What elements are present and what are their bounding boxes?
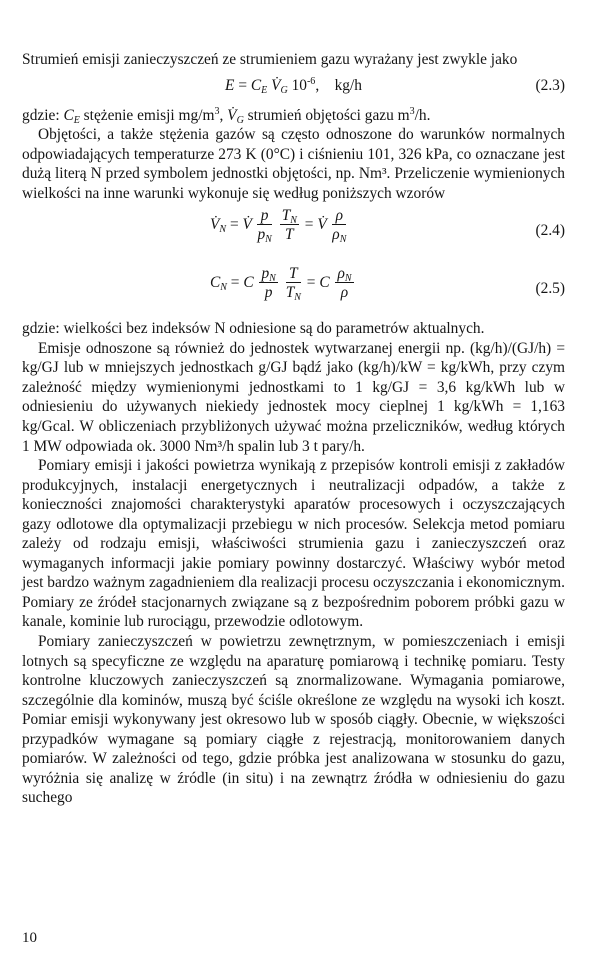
equation-number-2-4: (2.4) bbox=[535, 222, 565, 240]
gdzie1-d: strumień objętości gazu m bbox=[243, 106, 410, 124]
gdzie1-sup-b: 3 bbox=[409, 105, 415, 117]
eq25-pn-sub: N bbox=[269, 273, 276, 285]
eq23-v: V̇ bbox=[271, 76, 281, 94]
eq24-lhs-sub: N bbox=[219, 224, 227, 236]
eq25-t: T bbox=[286, 265, 301, 283]
eq25-tn: T bbox=[285, 284, 295, 302]
eq24-p-top: p bbox=[257, 207, 271, 225]
paragraph-1: Objętości, a także stężenia gazów są często odnoszone do warunków normalnych odpowiadających temperaturze 273 K (0°C) i ciśnieniu 101, 326 kPa, co oznaczane jest dużą literą N przed symbolem jednostki objętości, np. Nm³. Przeliczenie wymienionych wielkości na inne warunki wykonuje się według poniższych wzorów bbox=[22, 126, 565, 202]
eq25-rho-sub: N bbox=[344, 273, 352, 285]
eq25-c1: C bbox=[243, 274, 254, 292]
equation-2-3: $E = C_E$ $V̇_G$ $10^{-6}$, kg/h (2.3) bbox=[225, 75, 565, 96]
gdzie1-a: gdzie: bbox=[22, 106, 64, 124]
paragraph-2: Emisje odnoszone są również do jednostek wytwarzanej energii np. (kg/h)/(GJ/h) = kg/GJ lub w mniejszych jednostkach g/GJ bądź jako (kg/h)/kW = kg/kWh, przy czym zależność między wymienionymi jednostkami to 1 kg/GJ = 3,6 kg/kWh lub w odniesieniu do używanych niekiedy jednostek mocy cieplnej 1 kg/kWh = 1,163 kg/Gcal. W obliczeniach przybliżonych używać można przeliczników, według których 1 MW odpowiada ok. 3000 Nm³/h spalin lub 3 t pary/h. bbox=[22, 339, 565, 455]
equation-2-4: $V̇_N$ = V̇ $\frac{p}{p_N}$ $\frac{T_N}{T}$ = V̇ $\frac{\rho}{\rho_N}$ (2.4) bbox=[210, 207, 565, 246]
eq23-c: C bbox=[250, 76, 262, 94]
gdzie1-e: /h. bbox=[414, 106, 431, 124]
eq25-c2: C bbox=[319, 274, 330, 292]
gdzie-line-1 bbox=[22, 106, 565, 126]
eq24-frac-rho bbox=[332, 207, 346, 244]
intro-text: Strumień emisji zanieczyszczeń ze strumieniem gazu wyrażany jest zwykle jako bbox=[22, 51, 518, 68]
paragraph-4: Pomiary zanieczyszczeń w powietrzu zewnętrznym, w pomieszczeniach i emisji lotnych są specyficzne ze względu na aparaturę pomiarową i technikę pomiaru. Testy kontrolne kluczowych zanieczyszczeń są znormalizowane. Wymagania pomiarowe, szczególnie dla kominów, muszą być ściśle określone ze względu na wysoki ich koszt. Pomiar emisji wykonywany jest okresowo lub w sposób ciągły. Obecnie, w większości przypadków wymagane są pomiary ciągłe z rejestracją, monitorowaniem danych pomiarów. W zależności od tego, gdzie próbka jest analizowana w stosunku do gazu, wyróżnia się analizę w źródle (in situ) i na zewnątrz źródła w odniesieniu do gazu suchego bbox=[22, 633, 565, 807]
eq24-rho-bot: ρ bbox=[332, 226, 340, 244]
gdzie1-comma: , bbox=[219, 106, 228, 124]
eq25-tn-sub: N bbox=[294, 292, 301, 304]
gdzie1-ce: E bbox=[73, 114, 80, 126]
eq23-lhs: E bbox=[225, 76, 235, 94]
eq24-tn-sub: N bbox=[290, 215, 297, 227]
eq25-pn: p bbox=[261, 265, 270, 283]
eq24-v1: V̇ bbox=[242, 216, 252, 234]
eq25-p: p bbox=[264, 284, 273, 302]
eq25-frac-t bbox=[286, 265, 301, 302]
eq23-ten: 10 bbox=[291, 76, 307, 94]
eq24-frac-p bbox=[257, 207, 271, 244]
eq24-rho-sub: N bbox=[339, 234, 347, 246]
eq25-frac-p bbox=[259, 265, 277, 302]
eq25-frac-rho bbox=[335, 265, 353, 302]
eq23-unit: kg/h bbox=[334, 76, 362, 94]
eq24-lhs: V̇ bbox=[210, 216, 220, 234]
eq25-lhs: C bbox=[210, 274, 221, 292]
equation-2-5: $C_N = C$ $\frac{p_N}{p}$ $\frac{T}{T_N}$ = C $\frac{\rho_N}{\rho}$ (2.5) bbox=[210, 265, 565, 304]
gdzie1-b: stężenie emisji mg/m bbox=[79, 106, 215, 124]
eq25-lhs-sub: N bbox=[220, 282, 227, 294]
eq24-pn-sub: N bbox=[265, 234, 272, 246]
eq25-rho-top: ρ bbox=[337, 265, 345, 283]
equation-number-2-5: (2.5) bbox=[535, 280, 565, 298]
eq25-rho-bot: ρ bbox=[340, 284, 349, 302]
page-number: 10 bbox=[22, 930, 37, 946]
gdzie1-c: C bbox=[63, 106, 74, 124]
gdzie-line-2: gdzie: wielkości bez indeksów N odniesione są do parametrów aktualnych. bbox=[22, 320, 485, 338]
eq24-v2: V̇ bbox=[317, 216, 327, 234]
eq23-exp: -6 bbox=[306, 75, 316, 87]
eq24-tn: T bbox=[281, 207, 291, 225]
paragraph-3: Pomiary emisji i jakości powietrza wynikają z przepisów kontroli emisji z zakładów produkcyjnych, instalacji energetycznych i neutralizacji odpadów, a także z konieczności znajomości charakterystyki aparatów procesowych i oczyszczających gazy odlotowe dla optymalizacji przebiegu w nich procesów. Selekcja metod pomiaru zależy od rodzaju emisji, właściwości strumienia gazu i zanieczyszczeń oraz wymaganych informacji jakie pomiary powinny dostarczyć. Właściwy wybór metod jest bardzo ważnym zagadnieniem dla realizacji procesu oczyszczania i ekonomicznym. Pomiary ze źródeł stacjonarnych związane są z bezpośrednim poborem próbki gazu w kanale, kominie lub rurociągu, przewodzie odlotowym. bbox=[22, 457, 565, 631]
eq24-t: T bbox=[285, 226, 294, 244]
gdzie1-sup: 3 bbox=[214, 105, 220, 117]
equation-number-2-3: (2.3) bbox=[535, 76, 565, 94]
eq24-frac-t bbox=[280, 207, 299, 244]
eq23-c-sub: E bbox=[261, 84, 268, 96]
gdzie1-v: V̇ bbox=[227, 106, 237, 124]
eq23-v-sub: G bbox=[280, 84, 288, 96]
page-body bbox=[22, 50, 565, 808]
eq24-pn: p bbox=[257, 226, 266, 244]
gdzie1-vg: G bbox=[236, 114, 244, 126]
eq24-rho-top: ρ bbox=[332, 207, 346, 225]
